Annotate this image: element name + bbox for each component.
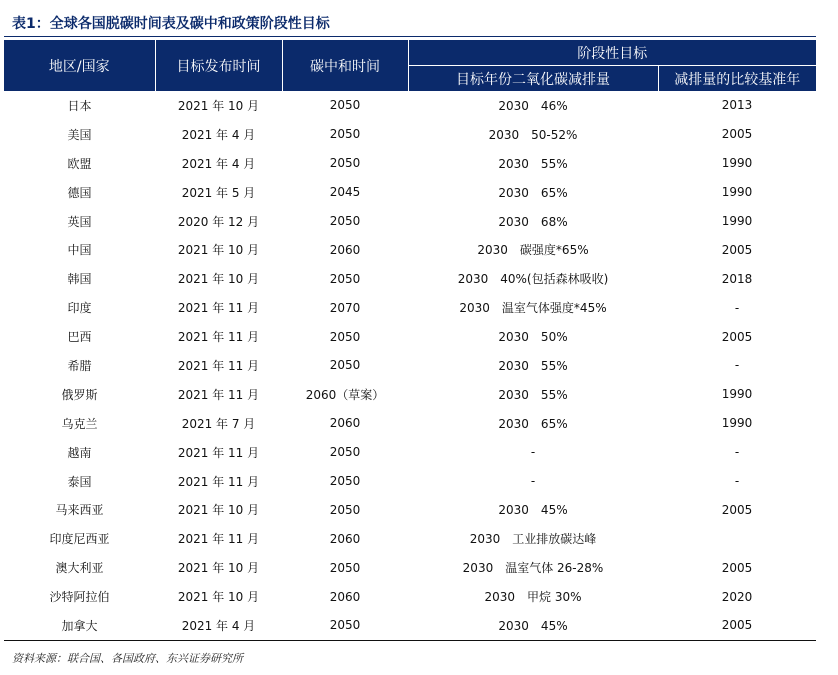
cell-neutral: 2060 — [329, 589, 361, 604]
cell-base-year: - — [734, 300, 740, 315]
cell-neutral: 2060 — [329, 531, 361, 546]
cell-release: 2021 年 11 月 — [177, 532, 260, 547]
cell-release: 2021 年 10 月 — [177, 503, 260, 518]
table-row — [4, 293, 816, 322]
cell-neutral: 2060 — [329, 416, 361, 431]
cell-release: 2021 年 11 月 — [177, 445, 260, 460]
cell-neutral: 2050 — [329, 156, 361, 171]
table-row — [4, 409, 816, 438]
cell-region: 美国 — [67, 127, 92, 142]
table-title: 表1：全球各国脱碳时间表及碳中和政策阶段性目标 — [12, 16, 330, 32]
header-neutral-time: 碳中和时间 — [282, 40, 408, 91]
table-row — [4, 120, 816, 149]
table-row — [4, 582, 816, 611]
header-target-release: 目标发布时间 — [155, 40, 282, 91]
cell-region: 印度尼西亚 — [49, 532, 110, 547]
cell-region: 韩国 — [67, 272, 92, 287]
cell-reduction: 2030 55% — [498, 156, 568, 171]
cell-release: 2021 年 10 月 — [177, 561, 260, 576]
cell-reduction: 2030 50-52% — [488, 127, 578, 142]
cell-base-year: 2005 — [721, 127, 753, 142]
cell-region: 印度 — [67, 301, 92, 316]
cell-reduction: 2030 46% — [498, 98, 568, 113]
cell-region: 乌克兰 — [61, 416, 98, 431]
cell-base-year: 2005 — [658, 611, 816, 640]
table-row — [4, 207, 816, 236]
cell-region: 加拿大 — [4, 611, 155, 640]
cell-reduction: 2030 温室气体 26-28% — [462, 561, 604, 576]
cell-reduction: 2030 40%(包括森林吸收) — [457, 272, 609, 287]
table-body — [4, 91, 816, 640]
cell-reduction: 2030 68% — [498, 214, 568, 229]
cell-reduction: 2030 65% — [498, 185, 568, 200]
cell-neutral: 2050 — [329, 271, 361, 286]
cell-base-year: - — [734, 474, 740, 489]
table-row — [4, 553, 816, 582]
cell-reduction: - — [530, 474, 536, 489]
cell-reduction: 2030 工业排放碳达峰 — [469, 532, 597, 547]
table-row — [4, 322, 816, 351]
cell-base-year: 1990 — [721, 214, 753, 228]
cell-release: 2021 年 11 月 — [177, 330, 260, 345]
cell-release: 2021 年 11 月 — [177, 358, 260, 373]
cell-region: 中国 — [67, 243, 92, 258]
cell-base-year: - — [734, 445, 740, 460]
cell-base-year: 1990 — [721, 387, 753, 402]
table-row — [4, 524, 816, 553]
title-divider — [4, 36, 816, 37]
cell-release: 2021 年 7 月 — [181, 416, 256, 431]
cell-region: 泰国 — [67, 474, 92, 489]
cell-neutral: 2050 — [329, 474, 361, 489]
cell-reduction: 2030 碳强度*65% — [477, 243, 589, 258]
cell-neutral: 2050 — [329, 560, 361, 575]
cell-neutral: 2050 — [329, 329, 361, 344]
table-row — [4, 178, 816, 207]
carbon-neutrality-table — [4, 40, 816, 641]
table-row — [4, 380, 816, 409]
cell-neutral: 2050 — [329, 502, 361, 517]
cell-neutral: 2070 — [329, 300, 361, 315]
cell-release: 2021 年 4 月 — [155, 611, 282, 640]
cell-region: 欧盟 — [67, 156, 92, 171]
cell-region: 越南 — [67, 445, 92, 460]
cell-neutral: 2050 — [329, 127, 361, 142]
cell-region: 巴西 — [67, 330, 92, 345]
table-row — [4, 235, 816, 264]
cell-base-year — [658, 524, 816, 553]
cell-reduction: 2030 45% — [498, 503, 568, 518]
cell-release: 2021 年 4 月 — [181, 156, 256, 171]
cell-neutral: 2050 — [329, 214, 361, 228]
cell-neutral: 2050 — [282, 611, 408, 640]
source-note: 资料来源：联合国、各国政府、东兴证券研究所 — [12, 652, 243, 665]
cell-region: 英国 — [67, 214, 92, 229]
cell-region: 德国 — [67, 185, 92, 200]
table-row — [4, 611, 816, 640]
cell-base-year: 1990 — [721, 416, 753, 431]
table-row — [4, 351, 816, 380]
cell-region: 沙特阿拉伯 — [49, 590, 110, 605]
table-row — [4, 264, 816, 293]
cell-reduction: 2030 温室气体强度*45% — [459, 301, 607, 316]
cell-release: 2021 年 10 月 — [177, 272, 260, 287]
cell-reduction: - — [530, 445, 536, 460]
cell-release: 2021 年 10 月 — [177, 98, 260, 113]
cell-base-year: 1990 — [721, 185, 753, 200]
cell-region: 澳大利亚 — [55, 561, 104, 576]
cell-release: 2021 年 11 月 — [177, 474, 260, 489]
cell-base-year: 2020 — [721, 589, 753, 604]
cell-release: 2020 年 12 月 — [177, 214, 260, 229]
table-header — [4, 40, 816, 91]
cell-base-year: 2005 — [721, 242, 753, 257]
cell-base-year: 2005 — [721, 502, 753, 517]
cell-reduction: 2030 50% — [498, 330, 568, 345]
cell-release: 2021 年 10 月 — [177, 243, 260, 258]
cell-reduction: 2030 55% — [498, 358, 568, 373]
cell-neutral: 2060 — [329, 242, 361, 257]
cell-release: 2021 年 5 月 — [181, 185, 256, 200]
cell-reduction: 2030 65% — [498, 416, 568, 431]
table-row — [4, 91, 816, 120]
header-stage-target: 阶段性目标 — [408, 40, 816, 66]
cell-release: 2021 年 11 月 — [177, 301, 260, 316]
cell-base-year: 2013 — [721, 98, 753, 113]
cell-release: 2021 年 10 月 — [177, 590, 260, 605]
table-row — [4, 149, 816, 178]
cell-base-year: 2005 — [721, 329, 753, 344]
cell-region: 马来西亚 — [55, 503, 104, 518]
header-reduction: 目标年份二氧化碳减排量 — [408, 66, 658, 92]
cell-release: 2021 年 11 月 — [177, 387, 260, 402]
cell-region: 俄罗斯 — [61, 387, 98, 402]
cell-neutral: 2060（草案） — [305, 387, 385, 402]
table-row — [4, 438, 816, 467]
cell-neutral: 2050 — [329, 445, 361, 460]
cell-region: 希腊 — [67, 358, 92, 373]
table-row — [4, 467, 816, 496]
cell-base-year: 1990 — [721, 156, 753, 171]
cell-base-year: - — [734, 358, 740, 373]
header-region: 地区/国家 — [4, 40, 155, 91]
cell-reduction: 2030 甲烷 30% — [484, 590, 582, 605]
cell-neutral: 2050 — [329, 358, 361, 373]
cell-base-year: 2005 — [721, 560, 753, 575]
cell-base-year: 2018 — [721, 271, 753, 286]
cell-neutral: 2045 — [329, 185, 361, 200]
cell-neutral: 2050 — [329, 98, 361, 113]
cell-reduction: 2030 55% — [498, 387, 568, 402]
header-base-year: 减排量的比较基准年 — [658, 66, 816, 92]
table-row — [4, 495, 816, 524]
cell-region: 日本 — [67, 98, 92, 113]
cell-reduction: 2030 45% — [408, 611, 658, 640]
cell-release: 2021 年 4 月 — [181, 127, 256, 142]
